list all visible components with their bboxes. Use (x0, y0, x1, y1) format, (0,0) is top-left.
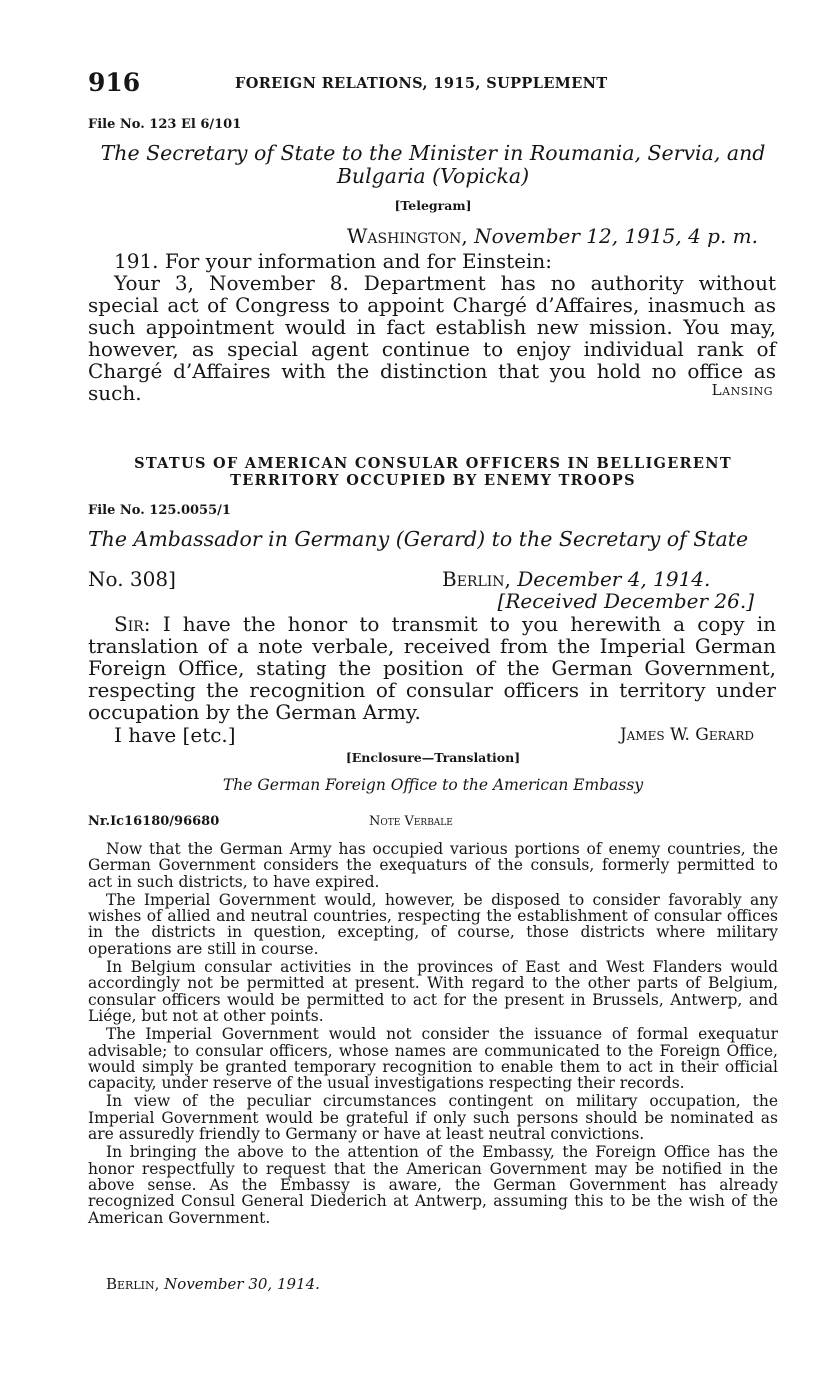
document-heading (88, 142, 778, 188)
despatch-text: I have the honor to transmit to you herewith a copy in translation of a note verbale, received from the Imperial German Foreign Office, stating the position of the German Government, respecting the recognition of consular officers in territory under occupation by the German Army. (88, 612, 777, 724)
opening-line: 191. For your information and for Einstein: (114, 249, 553, 273)
dateline-date: November 12, 1915, 4 p. m. (474, 224, 758, 248)
section-title (88, 455, 778, 489)
note-reference-row (88, 814, 778, 832)
dateline (442, 567, 710, 591)
enclosure-heading: The German Foreign Office to the American Embassy (222, 776, 644, 794)
document-heading: The Ambassador in Germany (Gerard) to the Secretary of State (88, 527, 749, 551)
received-row (88, 589, 778, 611)
file-number: File No. 123 El 6/101 (88, 117, 242, 132)
despatch-number: No. 308] (88, 567, 176, 591)
despatch-body (88, 613, 776, 723)
note-paragraph: Now that the German Army has occupied various portions of enemy countries, the German Government considers the exequaturs of the consuls, formerly permitted to act in such districts, to have expired. (88, 840, 778, 891)
closing-date: November 30, 1914. (164, 1275, 320, 1293)
dateline-place: Washington, (346, 224, 468, 248)
note-paragraph: The Imperial Government would not consider the issuance of formal exequatur advisable; to consular officers, whose names are communicated to the Foreign Office, would simply be granted temporary recognition to enable them to act in their official capacity, under reserve of the usual investigations respecting their records. (88, 1025, 778, 1093)
closing-place: Berlin, (106, 1275, 160, 1293)
enclosure-label: [Enclosure—Translation] (345, 750, 521, 765)
section-title-line: TERRITORY OCCUPIED BY ENEMY TROOPS (230, 472, 636, 489)
section-title-line: STATUS OF AMERICAN CONSULAR OFFICERS IN BELLIGERENT (134, 455, 732, 472)
signature: James W. Gerard (619, 725, 754, 745)
salutation: Sir: (114, 612, 151, 636)
closing: I have [etc.] (114, 723, 236, 747)
telegram-body: Your 3, November 8. Department has no authority without special act of Congress to appoint Chargé d’Affaires, inasmuch as such appointment would in fact establish new mission. You may, however, as special agent continue to enjoy individual rank of Chargé d’Affaires with the distinction that you hold no office as such. (88, 271, 776, 405)
reference-number: Nr.Ic16180/96680 (88, 814, 220, 829)
note-body (88, 841, 778, 1228)
note-paragraph: The Imperial Government would, however, be disposed to consider favorably any wishes of allied and neutral countries, respecting the establishment of consular offices in the districts in question, excepting, of course, those districts where military operations are still in course. (88, 890, 778, 958)
page-number: 916 (88, 68, 141, 97)
closing-row (88, 723, 778, 745)
dateline-date: December 4, 1914. (517, 567, 711, 591)
note-closing-dateline (106, 1275, 320, 1293)
telegram-label: [Telegram] (394, 198, 472, 213)
received-date: [Received December 26.] (497, 589, 754, 613)
running-head (88, 68, 778, 98)
running-title: FOREIGN RELATIONS, 1915, SUPPLEMENT (235, 75, 608, 92)
file-number: File No. 125.0055/1 (88, 503, 231, 518)
note-title: Note Verbale (369, 814, 453, 829)
signature: Lansing (711, 381, 773, 399)
note-paragraph: In bringing the above to the attention of the Embassy, the Foreign Office has the honor respectfully to request that the American Government may be notified in the above sense. As the Embassy is aware, the German Government has already recognized Consul General Diederich at Antwerp, assuming this to be the wish of the American Government. (88, 1143, 778, 1227)
note-paragraph: In Belgium consular activities in the provinces of East and West Flanders would accordingly not be permitted at present. With regard to the other parts of Belgium, consular officers would be permitted to act for the present in Brussels, Antwerp, and Liége, but not at other points. (88, 958, 778, 1025)
note-paragraph: In view of the peculiar circumstances contingent on military occupation, the Imperial Government would be grateful if only such persons should be nominated as are assuredly friendly to Germany or have at least neutral convictions. (88, 1092, 778, 1144)
despatch-number-row (88, 567, 778, 589)
heading-line: Bulgaria (Vopicka) (336, 164, 530, 188)
dateline-place: Berlin, (442, 567, 511, 591)
dateline (347, 224, 758, 248)
heading-line: The Secretary of State to the Minister in Roumania, Servia, and (100, 141, 766, 165)
